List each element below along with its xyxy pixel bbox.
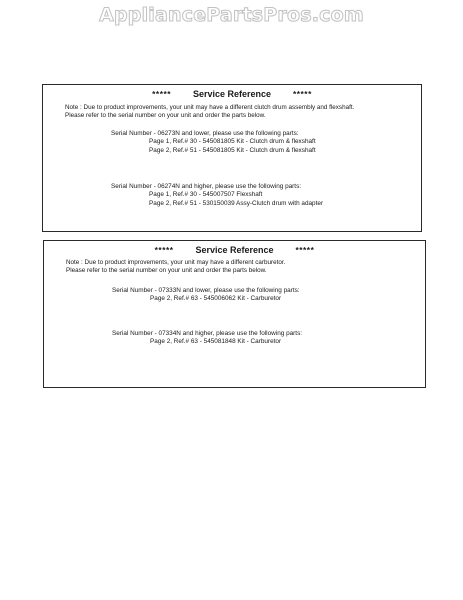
box-heading	[44, 245, 425, 255]
stars-right: *****	[295, 245, 315, 255]
box-heading	[43, 89, 421, 99]
part-line: Page 1, Ref.# 30 - 545081805 Kit - Clutch drum & flexshaft	[149, 138, 316, 145]
serial-number-line: Serial Number - 07333N and lower, please use the following parts:	[112, 287, 300, 294]
service-reference-box-carburetor	[43, 240, 426, 388]
note-line: Please refer to the serial number on your unit and order the parts below.	[66, 267, 267, 274]
site-watermark: AppliancePartsPros.com	[99, 4, 364, 26]
stars-left: *****	[154, 245, 174, 255]
stars-right: *****	[293, 89, 312, 99]
box-title: Service Reference	[195, 245, 274, 255]
serial-number-line: Serial Number - 07334N and higher, please use the following parts:	[112, 330, 303, 337]
part-line: Page 2, Ref.# 51 - 545081805 Kit - Clutch drum & flexshaft	[149, 147, 316, 154]
note-line: Note : Due to product improvements, your unit may have a different carburetor.	[66, 259, 286, 266]
part-line: Page 2, Ref.# 51 - 530150039 Assy-Clutch drum with adapter	[149, 200, 324, 207]
part-line: Page 1, Ref.# 30 - 545007507 Flexshaft	[149, 191, 263, 198]
box-title: Service Reference	[192, 89, 272, 99]
serial-number-line: Serial Number - 06274N and higher, please use the following parts:	[111, 183, 302, 190]
part-line: Page 2, Ref.# 63 - 545081848 Kit - Carburetor	[150, 338, 282, 345]
part-line: Page 2, Ref.# 63 - 545006062 Kit - Carburetor	[150, 295, 282, 302]
service-reference-box-clutch	[42, 84, 422, 232]
serial-number-line: Serial Number - 06273N and lower, please use the following parts:	[111, 130, 299, 137]
note-line: Note : Due to product improvements, your unit may have a different clutch drum assembly and flexshaft.	[65, 104, 355, 111]
stars-left: *****	[152, 89, 171, 99]
note-line: Please refer to the serial number on your unit and order the parts below.	[65, 112, 266, 119]
